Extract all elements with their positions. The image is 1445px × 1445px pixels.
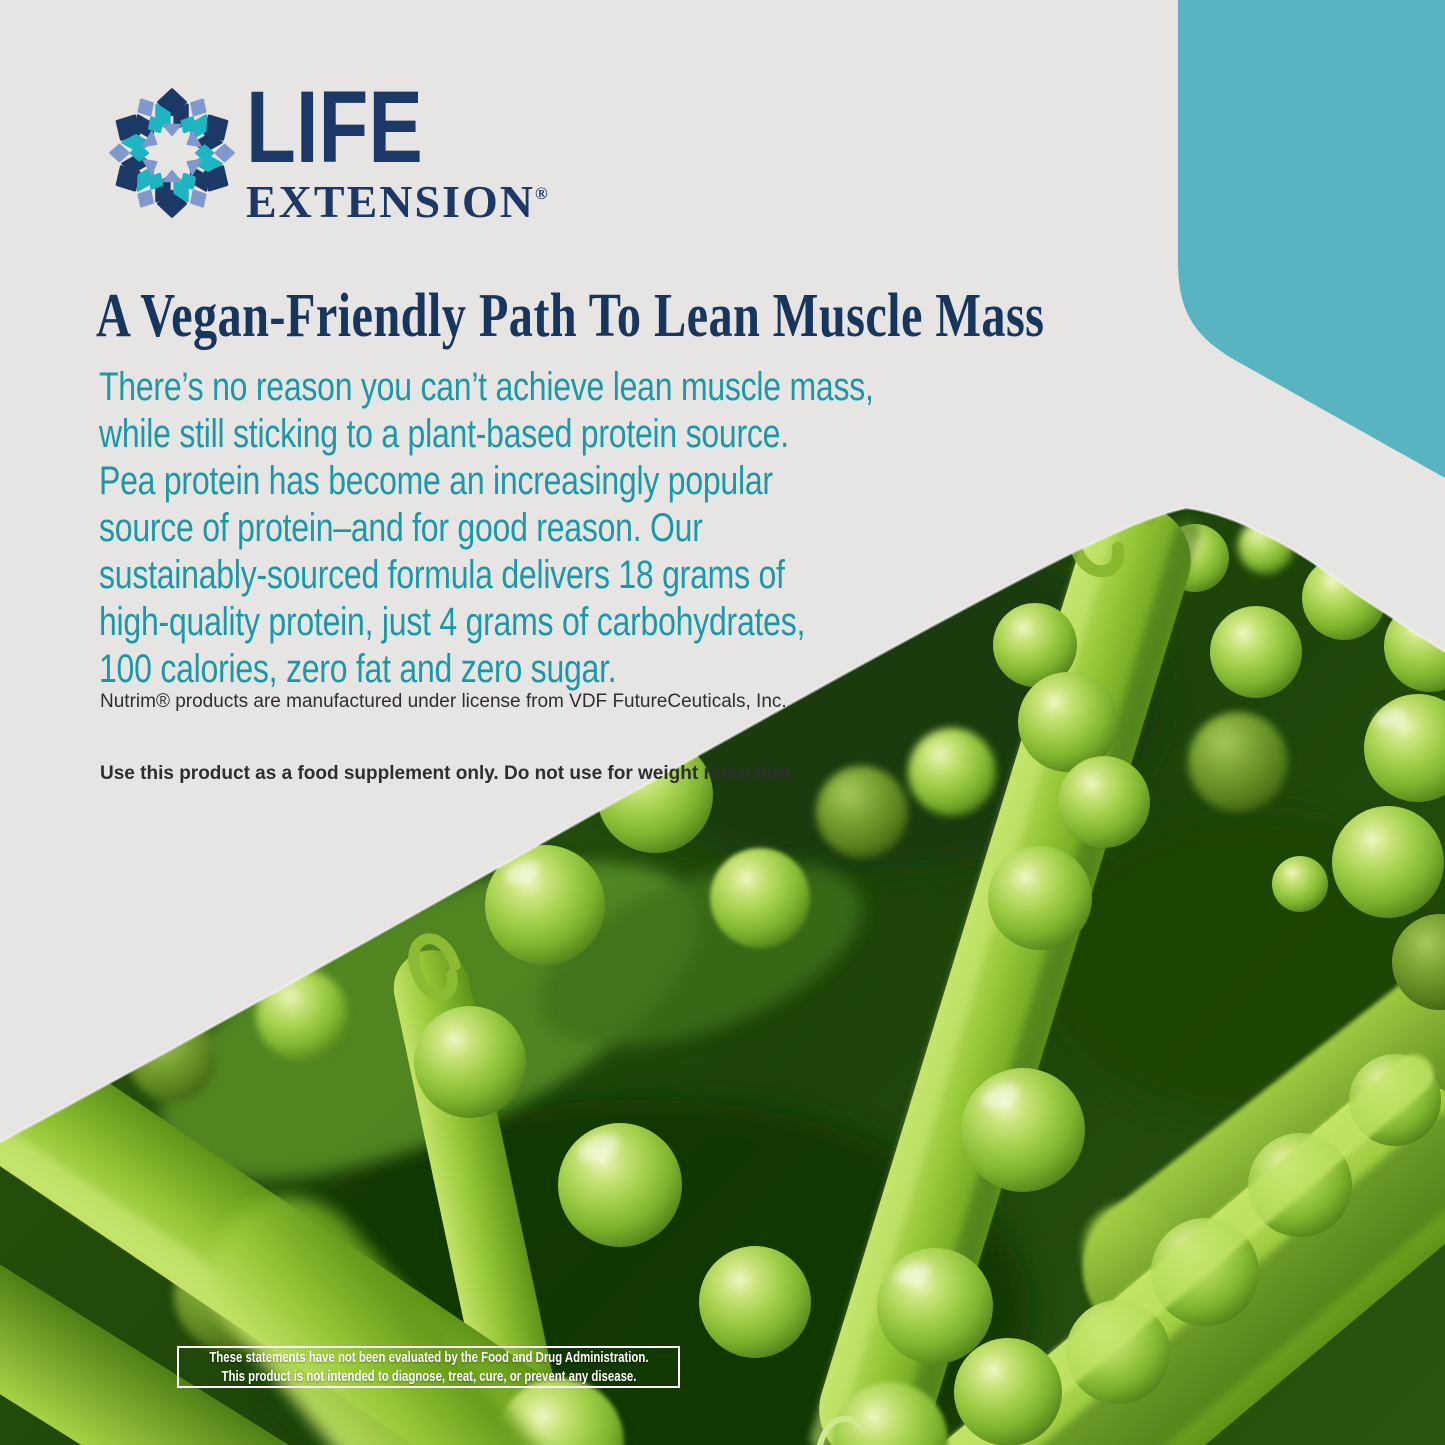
body-line: There’s no reason you can’t achieve lean muscle mass, (99, 365, 874, 409)
body-line: Pea protein has become an increasingly popular (99, 459, 773, 503)
logo-wordmark-extension (246, 176, 548, 227)
body-line: source of protein–and for good reason. Our (99, 506, 703, 550)
usage-note (100, 762, 795, 786)
license-note-line: FutureCeuticals, Inc. (612, 691, 787, 712)
fda-disclaimer-box (177, 1346, 680, 1388)
fda-disclaimer-line: This product is not intended to diagnose, treat, cure, or prevent any disease. (221, 1368, 636, 1385)
headline: A Vegan-Friendly Path To Lean Muscle Mass (96, 282, 1045, 350)
teal-corner-shape (1178, 0, 1445, 478)
body-line: while still sticking to a plant-based protein source. (99, 412, 789, 456)
body-line: 100 calories, zero fat and zero sugar. (99, 647, 617, 691)
license-note-line: Nutrim® products are manufactured under license from VDF (100, 691, 608, 712)
body-line: sustainably-sourced formula delivers 18 grams of (99, 553, 785, 597)
life-extension-hexagon-logo-icon (104, 78, 240, 228)
usage-note-line: Use this product as a food supplement only. Do not use for (100, 763, 633, 784)
body-line: high-quality protein, just 4 grams of carbohydrates, (99, 600, 806, 644)
logo-wordmark-extension-text: EXTENSION (246, 176, 535, 227)
body-paragraph (99, 364, 1067, 693)
fda-disclaimer-line: These statements have not been evaluated by the Food and Drug Administration. (208, 1349, 649, 1366)
registered-trademark-symbol: ® (534, 184, 548, 203)
usage-note-line: weight reduction. (638, 763, 796, 784)
logo-wordmark-life: LIFE (246, 70, 423, 184)
license-note (100, 690, 787, 714)
